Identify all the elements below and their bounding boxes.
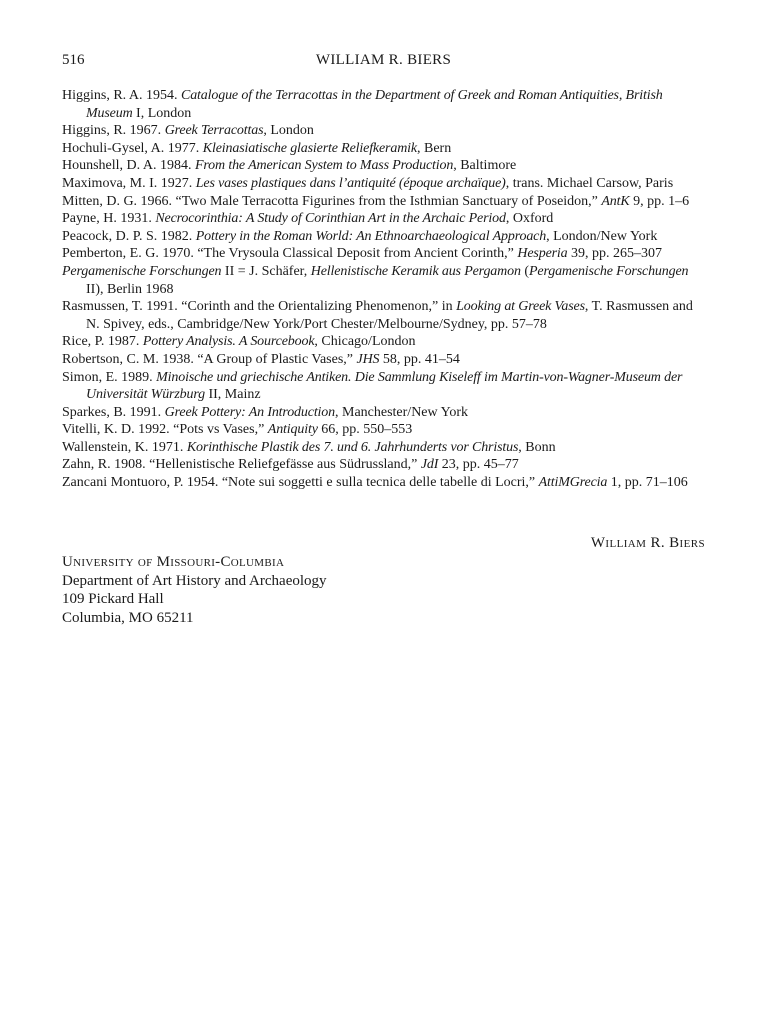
building-address: 109 Pickard Hall (62, 591, 164, 608)
bibliography-entry (62, 263, 708, 298)
entry-title-italic: From the American System to Mass Production (195, 158, 454, 174)
entry-text: Peacock, D. P. S. 1982. (62, 228, 196, 244)
bibliography-entry (62, 439, 708, 457)
bibliography-entry (62, 193, 708, 211)
entry-text: 58, pp. 41–54 (379, 351, 460, 367)
entry-text: 66, pp. 550–553 (317, 422, 413, 438)
entry-title-italic: AntK (601, 193, 630, 209)
entry-text: , Manchester/New York (335, 404, 468, 420)
running-head-author: WILLIAM R. BIERS (315, 52, 452, 68)
entry-text: , Bonn (518, 439, 556, 455)
entry-text: Wallenstein, K. 1971. (62, 439, 187, 455)
entry-title-italic: AttiMGrecia (538, 475, 608, 491)
entry-title-italic: Greek Pottery: An Introduction (164, 404, 335, 420)
bibliography-entry (62, 122, 708, 140)
entry-text: 23, pp. 45–77 (438, 457, 519, 473)
entry-text: , Oxford (505, 211, 554, 227)
bibliography-entry (62, 157, 708, 175)
entry-text: 9, pp. 1–6 (629, 193, 690, 209)
entry-text: Higgins, R. A. 1954. (62, 88, 182, 103)
bibliography-entry (62, 456, 708, 474)
entry-title-italic: Hesperia (517, 246, 568, 262)
bibliography-entry (62, 404, 708, 422)
entry-text: , London (263, 123, 314, 139)
bibliography-entry (62, 140, 708, 158)
entry-title-italic: Pergamenische Forschungen (62, 263, 222, 279)
entry-title-italic: Pottery in the Roman World: An Ethnoarchaeological Approach (195, 228, 547, 244)
author-affiliation (62, 553, 327, 627)
entry-title-italic: Necrocorinthia: A Study of Corinthian Art in the Archaic Period (155, 211, 506, 227)
bibliography-list (62, 87, 708, 492)
author-signature: William R. Biers (590, 535, 705, 551)
bibliography-entry (62, 210, 708, 228)
entry-text: II, Mainz (204, 387, 261, 403)
entry-text: Robertson, C. M. 1938. “A Group of Plastic Vases,” (62, 351, 357, 367)
page-number: 516 (62, 52, 85, 68)
entry-text: Higgins, R. 1967. (62, 123, 165, 139)
entry-text: I, London (132, 105, 192, 121)
city-address: Columbia, MO 65211 (62, 609, 194, 626)
department-name: Department of Art History and Archaeology (62, 572, 327, 589)
bibliography-entry (62, 228, 708, 246)
entry-text: Zancani Montuoro, P. 1954. “Note sui soggetti e sulla tecnica delle tabelle di Locri,” (62, 475, 539, 491)
entry-text: , trans. Michael Carsow, Paris (505, 175, 674, 191)
entry-text: II = J. Schäfer, (221, 263, 311, 279)
entry-text: II), Berlin 1968 (86, 281, 174, 297)
bibliography-entry (62, 421, 708, 439)
entry-text: Rasmussen, T. 1991. “Corinth and the Orientalizing Phenomenon,” in (62, 299, 457, 315)
institution-name: University of Missouri-Columbia (62, 554, 285, 570)
bibliography-entry (62, 333, 708, 351)
bibliography-entry (62, 474, 708, 492)
entry-text: ( (520, 263, 529, 279)
entry-text: Sparkes, B. 1991. (62, 404, 165, 420)
entry-text: Rice, P. 1987. (62, 334, 143, 350)
entry-text: , Chicago/London (314, 334, 416, 350)
entry-title-italic: JdI (420, 457, 439, 473)
entry-text: 39, pp. 265–307 (567, 246, 663, 262)
entry-title-italic: Hellenistische Keramik aus Pergamon (310, 263, 521, 279)
running-head (62, 50, 705, 70)
bibliography-entry (62, 245, 708, 263)
bibliography-entry (62, 369, 708, 404)
entry-text: Vitelli, K. D. 1992. “Pots vs Vases,” (62, 422, 268, 438)
entry-title-italic: Pergamenische Forschungen (528, 263, 689, 279)
bibliography-entry (62, 298, 708, 333)
entry-text: Hochuli-Gysel, A. 1977. (62, 140, 203, 156)
entry-title-italic: Greek Terracottas (164, 123, 264, 139)
entry-text: Mitten, D. G. 1966. “Two Male Terracotta Figurines from the Isthmian Sanctuary of Poseidon,” (62, 193, 602, 209)
bibliography-entry (62, 175, 708, 193)
entry-title-italic: Les vases plastiques dans l’antiquité (époque archaïque) (195, 175, 506, 191)
entry-text: Zahn, R. 1908. “Hellenistische Reliefgefässe aus Südrussland,” (62, 457, 421, 473)
entry-title-italic: Looking at Greek Vases (456, 299, 585, 315)
entry-text: Payne, H. 1931. (62, 211, 156, 227)
entry-text: Simon, E. 1989. (62, 369, 157, 385)
entry-text: Pemberton, E. G. 1970. “The Vrysoula Classical Deposit from Ancient Corinth,” (62, 246, 518, 262)
entry-title-italic: Pottery Analysis. A Sourcebook (142, 334, 315, 350)
bibliography-entry (62, 351, 708, 369)
entry-text: 1, pp. 71–106 (607, 475, 688, 491)
entry-title-italic: JHS (356, 351, 380, 367)
entry-title-italic: Kleinasiatische glasierte Reliefkeramik (202, 140, 417, 156)
entry-text: Hounshell, D. A. 1984. (62, 158, 195, 174)
entry-text: , T. Rasmussen and N. Spivey, eds., Cambridge/New York/Port Chester/Melbourne/Sydney, pp. 57–78 (86, 299, 693, 332)
entry-title-italic: Minoische und griechische Antiken. Die Sammlung Kiseleff im Martin-von-Wagner-Museum der Universität Würzburg (86, 369, 683, 403)
entry-title-italic: Korinthische Plastik des 7. und 6. Jahrhunderts vor Christus (186, 439, 519, 455)
entry-text: , Baltimore (453, 158, 517, 174)
entry-title-italic: Antiquity (267, 422, 318, 438)
entry-text: , London/New York (546, 228, 658, 244)
entry-title-italic: Catalogue of the Terracottas in the Department of Greek and Roman Antiquities, British Museum (86, 88, 663, 121)
entry-text: Maximova, M. I. 1927. (62, 175, 196, 191)
entry-text: , Bern (416, 140, 452, 156)
bibliography-entry (62, 87, 708, 122)
